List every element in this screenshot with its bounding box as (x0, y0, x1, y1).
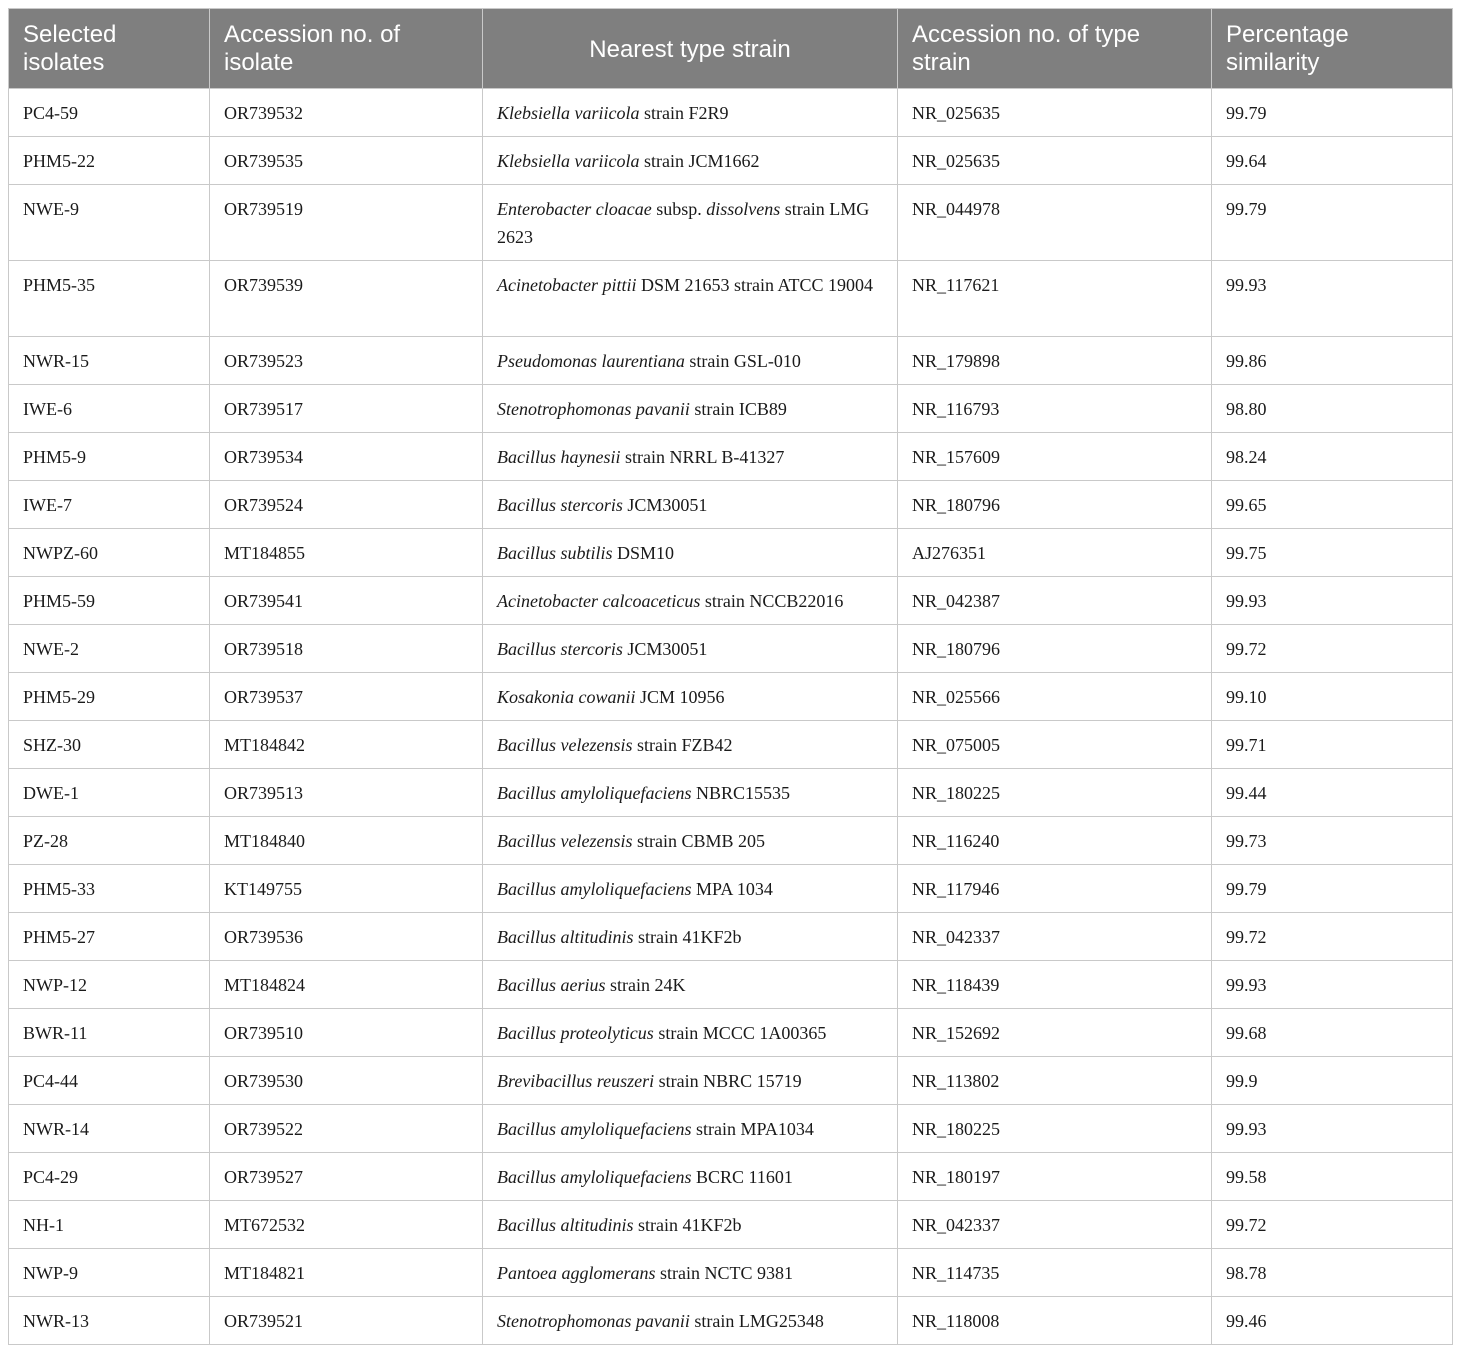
cell-nearest-type-strain (483, 529, 898, 577)
cell-similarity: 99.73 (1212, 817, 1453, 865)
strain-designation: JCM 10956 (635, 687, 725, 707)
cell-type-accession: NR_042337 (898, 913, 1212, 961)
cell-isolate: PC4-59 (9, 89, 210, 137)
cell-accession: MT184840 (210, 817, 483, 865)
cell-accession: OR739524 (210, 481, 483, 529)
strain-designation: strain FZB42 (632, 735, 733, 755)
cell-isolate: PHM5-29 (9, 673, 210, 721)
cell-accession: OR739535 (210, 137, 483, 185)
cell-nearest-type-strain (483, 481, 898, 529)
cell-nearest-type-strain (483, 625, 898, 673)
table-row (9, 577, 1453, 625)
species-name: Bacillus amyloliquefaciens (497, 879, 692, 899)
cell-similarity: 99.93 (1212, 577, 1453, 625)
cell-type-accession: NR_157609 (898, 433, 1212, 481)
table-row (9, 1249, 1453, 1297)
cell-type-accession: NR_179898 (898, 337, 1212, 385)
cell-similarity: 99.71 (1212, 721, 1453, 769)
cell-type-accession: AJ276351 (898, 529, 1212, 577)
species-name: Klebsiella variicola (497, 151, 640, 171)
cell-nearest-type-strain (483, 385, 898, 433)
cell-nearest-type-strain (483, 1009, 898, 1057)
cell-type-accession: NR_025635 (898, 137, 1212, 185)
cell-accession: OR739522 (210, 1105, 483, 1153)
species-name: Bacillus stercoris (497, 495, 623, 515)
cell-isolate: NWPZ-60 (9, 529, 210, 577)
cell-similarity: 99.64 (1212, 137, 1453, 185)
strain-designation: NBRC15535 (691, 783, 790, 803)
table-body (9, 89, 1453, 1345)
species-name: Bacillus subtilis (497, 543, 613, 563)
table-row (9, 1201, 1453, 1249)
cell-nearest-type-strain (483, 817, 898, 865)
cell-type-accession: NR_075005 (898, 721, 1212, 769)
strain-designation: strain NRRL B-41327 (620, 447, 785, 467)
cell-isolate: NWR-14 (9, 1105, 210, 1153)
species-name: Bacillus amyloliquefaciens (497, 1119, 692, 1139)
table-row (9, 1009, 1453, 1057)
cell-type-accession: NR_180197 (898, 1153, 1212, 1201)
header-percentage-similarity: Percentage similarity (1212, 9, 1453, 89)
cell-isolate: IWE-7 (9, 481, 210, 529)
cell-accession: OR739518 (210, 625, 483, 673)
cell-type-accession: NR_025635 (898, 89, 1212, 137)
strain-designation: BCRC 11601 (691, 1167, 793, 1187)
cell-nearest-type-strain (483, 137, 898, 185)
strain-designation: strain NCTC 9381 (655, 1263, 793, 1283)
subspecies-name: dissolvens (706, 199, 781, 219)
isolates-table (8, 8, 1453, 1345)
cell-isolate: SHZ-30 (9, 721, 210, 769)
cell-isolate: IWE-6 (9, 385, 210, 433)
cell-accession: OR739537 (210, 673, 483, 721)
table-row (9, 529, 1453, 577)
species-name: Bacillus velezensis (497, 735, 633, 755)
cell-nearest-type-strain (483, 1153, 898, 1201)
cell-accession: OR739523 (210, 337, 483, 385)
cell-accession: MT184855 (210, 529, 483, 577)
table-row (9, 769, 1453, 817)
cell-accession: OR739532 (210, 89, 483, 137)
header-accession-isolate: Accession no. of isolate (210, 9, 483, 89)
table-row (9, 89, 1453, 137)
species-name: Bacillus aerius (497, 975, 606, 995)
cell-similarity: 99.72 (1212, 625, 1453, 673)
cell-type-accession: NR_117946 (898, 865, 1212, 913)
cell-nearest-type-strain (483, 89, 898, 137)
cell-type-accession: NR_180225 (898, 769, 1212, 817)
cell-isolate: PHM5-35 (9, 261, 210, 337)
species-name: Klebsiella variicola (497, 103, 640, 123)
strain-designation: strain NBRC 15719 (654, 1071, 802, 1091)
strain-designation: strain F2R9 (639, 103, 729, 123)
cell-isolate: NH-1 (9, 1201, 210, 1249)
cell-type-accession: NR_180225 (898, 1105, 1212, 1153)
cell-accession: MT184821 (210, 1249, 483, 1297)
cell-nearest-type-strain (483, 1201, 898, 1249)
cell-nearest-type-strain (483, 865, 898, 913)
table-row (9, 1105, 1453, 1153)
cell-similarity: 99.58 (1212, 1153, 1453, 1201)
strain-designation: strain MCCC 1A00365 (653, 1023, 827, 1043)
table-row (9, 261, 1453, 337)
header-selected-isolates: Selected isolates (9, 9, 210, 89)
cell-nearest-type-strain (483, 1297, 898, 1345)
cell-similarity: 99.68 (1212, 1009, 1453, 1057)
cell-isolate: NWP-9 (9, 1249, 210, 1297)
cell-similarity: 99.46 (1212, 1297, 1453, 1345)
cell-similarity: 99.79 (1212, 865, 1453, 913)
cell-type-accession: NR_152692 (898, 1009, 1212, 1057)
strain-designation: strain ICB89 (689, 399, 787, 419)
cell-nearest-type-strain (483, 185, 898, 261)
cell-nearest-type-strain (483, 577, 898, 625)
cell-isolate: PZ-28 (9, 817, 210, 865)
cell-type-accession: NR_118008 (898, 1297, 1212, 1345)
species-name: Bacillus altitudinis (497, 927, 634, 947)
cell-type-accession: NR_117621 (898, 261, 1212, 337)
cell-similarity: 99.86 (1212, 337, 1453, 385)
table-row (9, 337, 1453, 385)
table-row (9, 673, 1453, 721)
species-name: Bacillus amyloliquefaciens (497, 1167, 692, 1187)
cell-nearest-type-strain (483, 1105, 898, 1153)
cell-accession: OR739536 (210, 913, 483, 961)
cell-nearest-type-strain (483, 433, 898, 481)
strain-designation: strain LMG 2623 (497, 199, 870, 247)
strain-designation: strain MPA1034 (691, 1119, 814, 1139)
strain-designation: strain LMG25348 (689, 1311, 824, 1331)
cell-type-accession: NR_042387 (898, 577, 1212, 625)
cell-nearest-type-strain (483, 769, 898, 817)
cell-accession: OR739510 (210, 1009, 483, 1057)
cell-similarity: 99.65 (1212, 481, 1453, 529)
table-row (9, 1153, 1453, 1201)
species-name: Kosakonia cowanii (497, 687, 636, 707)
cell-type-accession: NR_116793 (898, 385, 1212, 433)
header-accession-type-strain: Accession no. of type strain (898, 9, 1212, 89)
table-row (9, 481, 1453, 529)
cell-type-accession: NR_042337 (898, 1201, 1212, 1249)
cell-isolate: PC4-44 (9, 1057, 210, 1105)
species-name: Acinetobacter pittii (497, 275, 637, 295)
cell-similarity: 99.44 (1212, 769, 1453, 817)
strain-designation: strain 41KF2b (633, 1215, 742, 1235)
table-row (9, 721, 1453, 769)
cell-similarity: 99.79 (1212, 185, 1453, 261)
cell-accession: OR739534 (210, 433, 483, 481)
table-row (9, 817, 1453, 865)
cell-similarity: 99.75 (1212, 529, 1453, 577)
species-name: Stenotrophomonas pavanii (497, 399, 690, 419)
header-nearest-type-strain: Nearest type strain (483, 9, 898, 89)
cell-nearest-type-strain (483, 1057, 898, 1105)
species-name: Bacillus velezensis (497, 831, 633, 851)
strain-designation: JCM30051 (622, 495, 708, 515)
species-name: Bacillus altitudinis (497, 1215, 634, 1235)
cell-isolate: PC4-29 (9, 1153, 210, 1201)
cell-similarity: 99.79 (1212, 89, 1453, 137)
cell-accession: OR739527 (210, 1153, 483, 1201)
header-row (9, 9, 1453, 89)
cell-nearest-type-strain (483, 261, 898, 337)
strain-designation: MPA 1034 (691, 879, 773, 899)
cell-similarity: 99.72 (1212, 1201, 1453, 1249)
cell-type-accession: NR_025566 (898, 673, 1212, 721)
table-container (8, 8, 1452, 1345)
table-row (9, 625, 1453, 673)
cell-accession: MT184824 (210, 961, 483, 1009)
cell-isolate: PHM5-9 (9, 433, 210, 481)
cell-type-accession: NR_180796 (898, 625, 1212, 673)
cell-accession: MT184842 (210, 721, 483, 769)
cell-similarity: 99.93 (1212, 1105, 1453, 1153)
cell-accession: OR739541 (210, 577, 483, 625)
cell-isolate: NWP-12 (9, 961, 210, 1009)
cell-type-accession: NR_180796 (898, 481, 1212, 529)
cell-nearest-type-strain (483, 337, 898, 385)
cell-similarity: 99.93 (1212, 961, 1453, 1009)
cell-isolate: PHM5-33 (9, 865, 210, 913)
cell-accession: OR739539 (210, 261, 483, 337)
cell-isolate: DWE-1 (9, 769, 210, 817)
cell-similarity: 99.72 (1212, 913, 1453, 961)
cell-accession: OR739530 (210, 1057, 483, 1105)
table-row (9, 1057, 1453, 1105)
table-header (9, 9, 1453, 89)
cell-isolate: NWE-2 (9, 625, 210, 673)
table-row (9, 385, 1453, 433)
cell-accession: KT149755 (210, 865, 483, 913)
table-row (9, 433, 1453, 481)
cell-type-accession: NR_044978 (898, 185, 1212, 261)
cell-similarity: 98.24 (1212, 433, 1453, 481)
species-name: Stenotrophomonas pavanii (497, 1311, 690, 1331)
species-name: Brevibacillus reuszeri (497, 1071, 655, 1091)
species-name: Enterobacter cloacae (497, 199, 652, 219)
cell-isolate: NWE-9 (9, 185, 210, 261)
cell-isolate: PHM5-59 (9, 577, 210, 625)
strain-designation: strain JCM1662 (639, 151, 760, 171)
cell-type-accession: NR_113802 (898, 1057, 1212, 1105)
table-row (9, 137, 1453, 185)
strain-designation: strain CBMB 205 (632, 831, 765, 851)
cell-nearest-type-strain (483, 673, 898, 721)
strain-designation: DSM 21653 strain ATCC 19004 (636, 275, 873, 295)
cell-nearest-type-strain (483, 913, 898, 961)
cell-nearest-type-strain (483, 721, 898, 769)
cell-similarity: 99.93 (1212, 261, 1453, 337)
cell-nearest-type-strain (483, 961, 898, 1009)
strain-designation: JCM30051 (622, 639, 708, 659)
cell-type-accession: NR_114735 (898, 1249, 1212, 1297)
species-name: Pseudomonas laurentiana (497, 351, 685, 371)
cell-type-accession: NR_116240 (898, 817, 1212, 865)
strain-designation: strain GSL-010 (684, 351, 801, 371)
cell-isolate: NWR-13 (9, 1297, 210, 1345)
cell-similarity: 99.10 (1212, 673, 1453, 721)
strain-designation: DSM10 (612, 543, 675, 563)
cell-isolate: PHM5-22 (9, 137, 210, 185)
species-name: Bacillus amyloliquefaciens (497, 783, 692, 803)
cell-isolate: PHM5-27 (9, 913, 210, 961)
cell-accession: OR739517 (210, 385, 483, 433)
cell-isolate: BWR-11 (9, 1009, 210, 1057)
cell-nearest-type-strain (483, 1249, 898, 1297)
species-name: Bacillus proteolyticus (497, 1023, 654, 1043)
cell-similarity: 98.80 (1212, 385, 1453, 433)
cell-type-accession: NR_118439 (898, 961, 1212, 1009)
cell-accession: OR739513 (210, 769, 483, 817)
table-row (9, 185, 1453, 261)
species-name: Pantoea agglomerans (497, 1263, 656, 1283)
cell-accession: MT672532 (210, 1201, 483, 1249)
table-row (9, 1297, 1453, 1345)
strain-designation: strain 24K (605, 975, 686, 995)
cell-similarity: 99.9 (1212, 1057, 1453, 1105)
cell-similarity: 98.78 (1212, 1249, 1453, 1297)
strain-designation: strain NCCB22016 (700, 591, 844, 611)
table-row (9, 865, 1453, 913)
species-name: Acinetobacter calcoaceticus (497, 591, 701, 611)
cell-isolate: NWR-15 (9, 337, 210, 385)
species-name: Bacillus stercoris (497, 639, 623, 659)
table-row (9, 913, 1453, 961)
strain-designation: strain 41KF2b (633, 927, 742, 947)
species-name: Bacillus haynesii (497, 447, 621, 467)
cell-accession: OR739519 (210, 185, 483, 261)
subspecies-marker: subsp. (651, 199, 707, 219)
table-row (9, 961, 1453, 1009)
cell-accession: OR739521 (210, 1297, 483, 1345)
